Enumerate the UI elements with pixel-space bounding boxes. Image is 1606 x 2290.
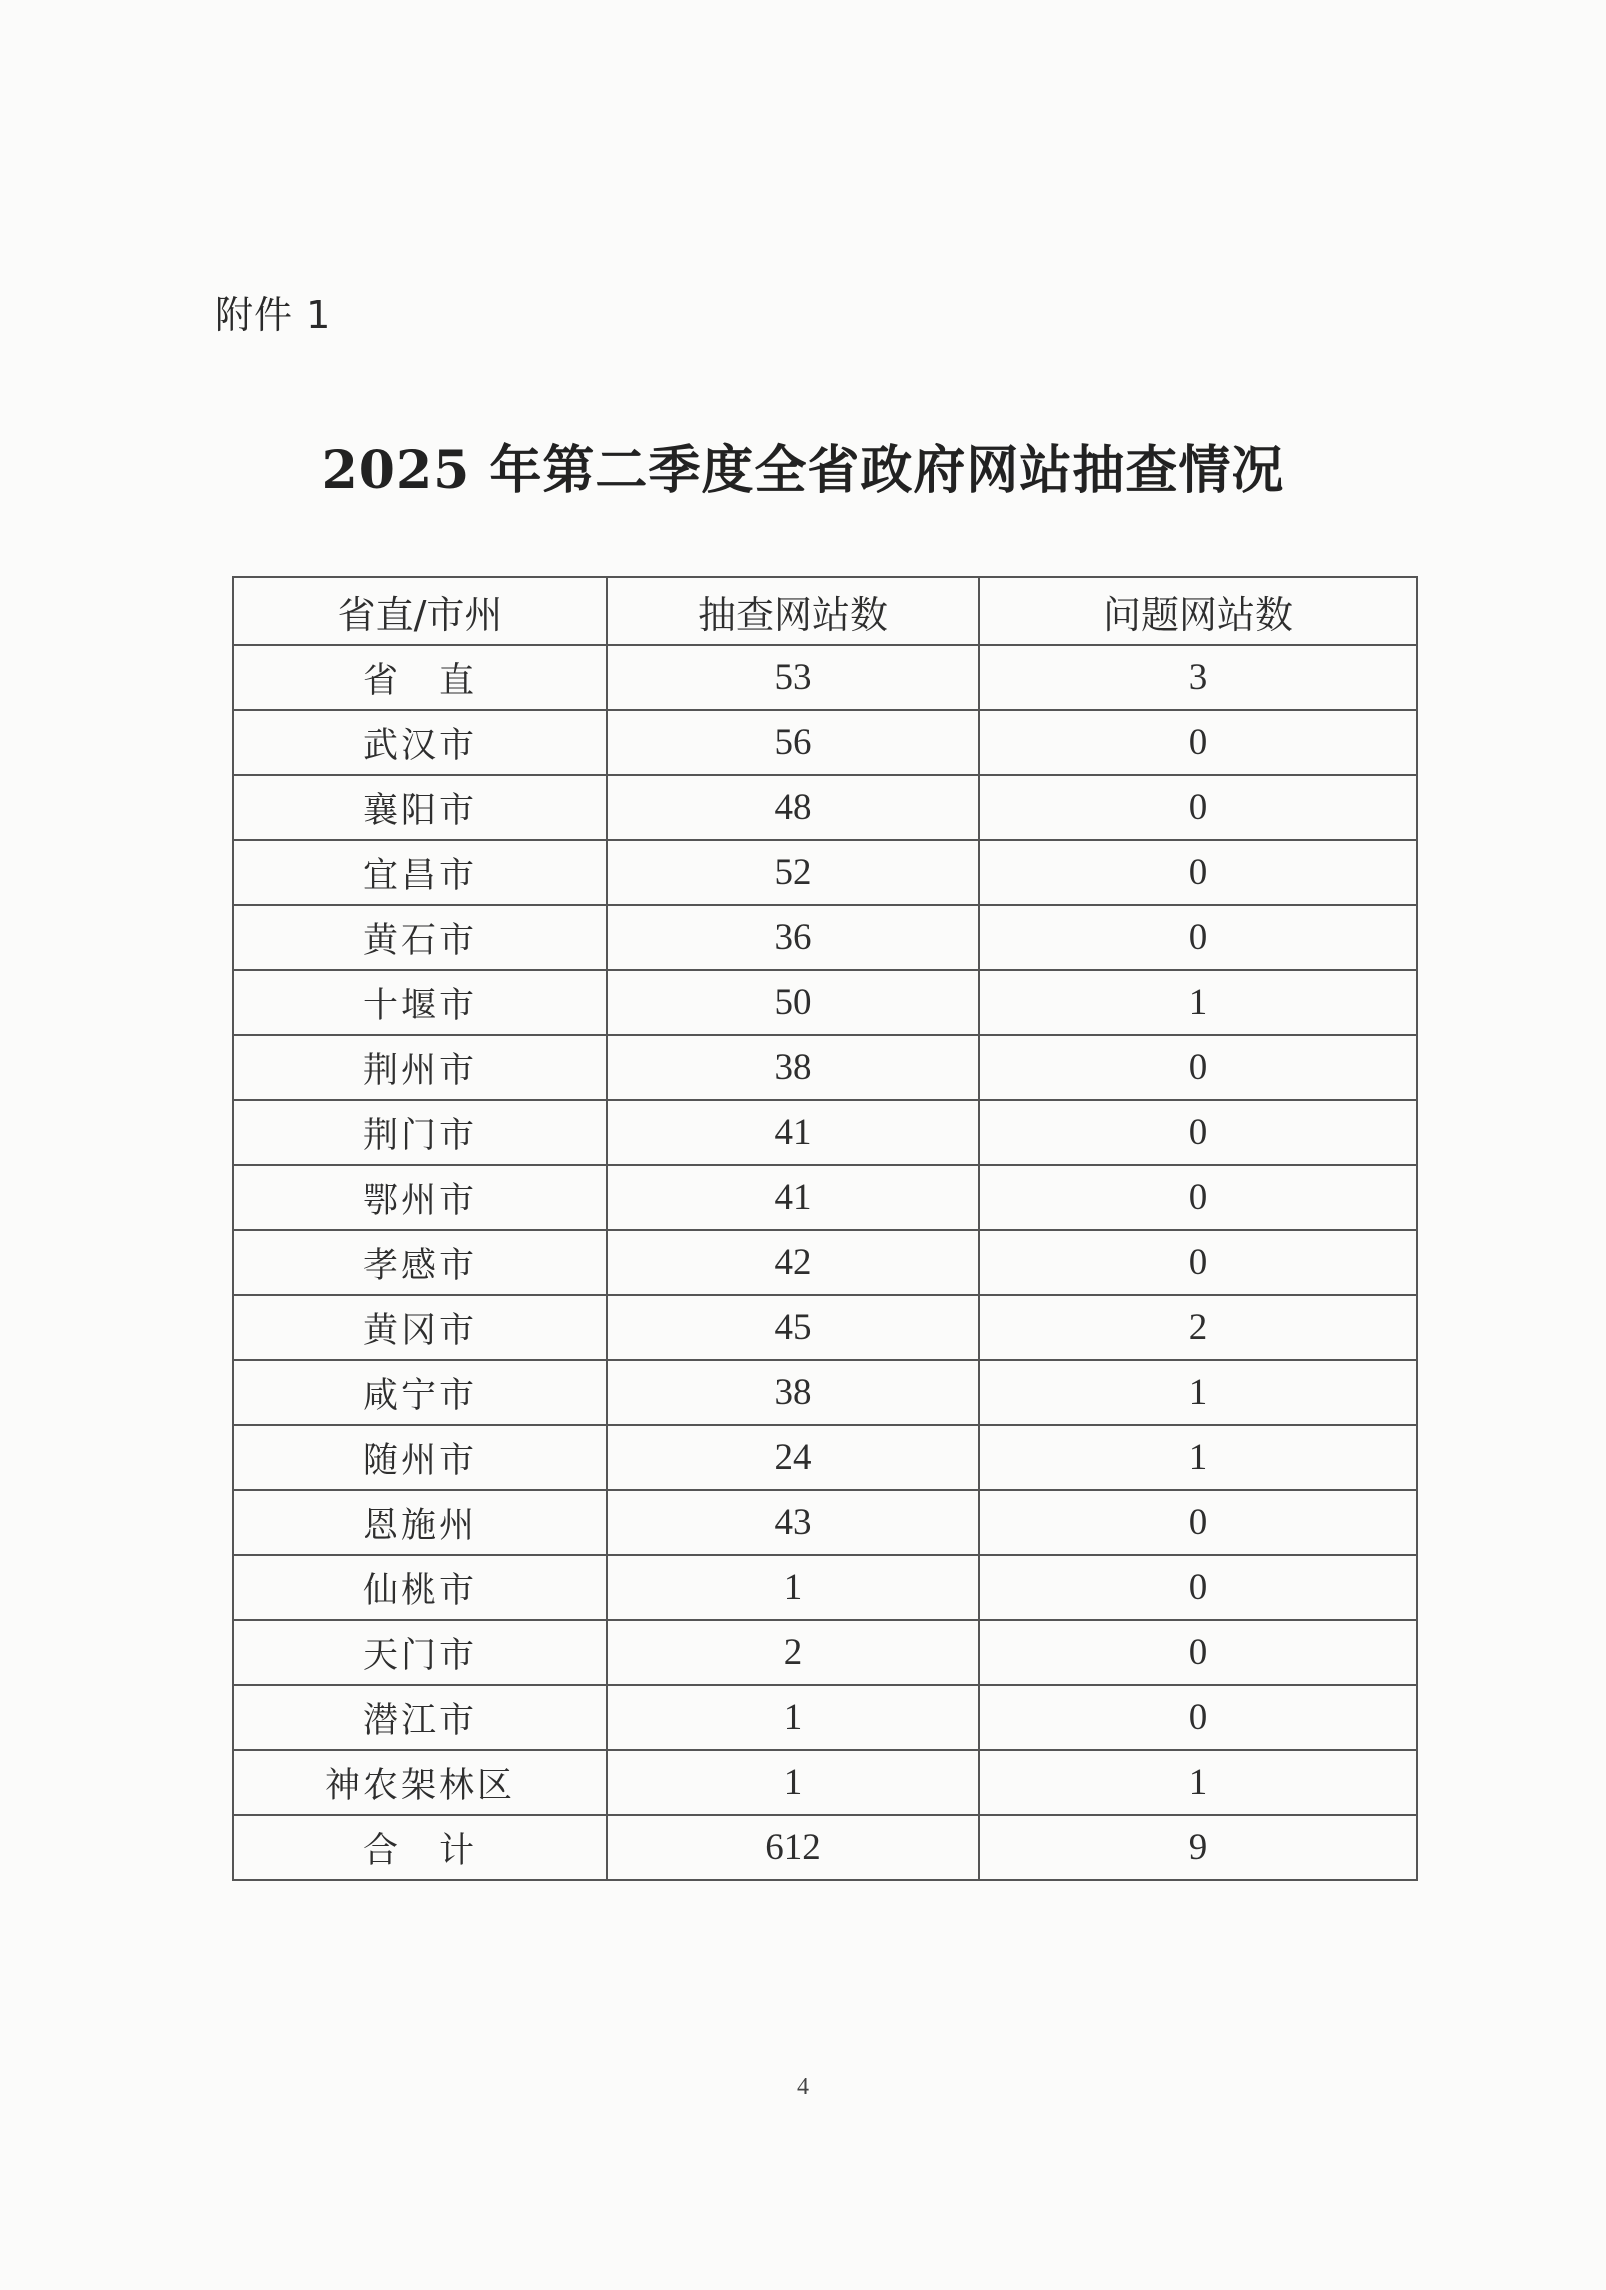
checked-cell: 38 [607,1360,979,1425]
checked-cell: 42 [607,1230,979,1295]
region-cell: 黄冈市 [233,1295,607,1360]
problem-cell: 0 [979,1230,1417,1295]
region-cell: 襄阳市 [233,775,607,840]
region-cell: 潜江市 [233,1685,607,1750]
page-number: 4 [797,2074,809,2100]
checked-cell: 36 [607,905,979,970]
checked-cell: 41 [607,1100,979,1165]
table-row [233,1490,1417,1555]
checked-cell: 24 [607,1425,979,1490]
region-cell: 武汉市 [233,710,607,775]
table-row [233,1100,1417,1165]
table-row [233,840,1417,905]
problem-cell: 1 [979,970,1417,1035]
table-row [233,775,1417,840]
problem-cell: 0 [979,905,1417,970]
table-row [233,1685,1417,1750]
region-cell: 仙桃市 [233,1555,607,1620]
region-cell: 黄石市 [233,905,607,970]
checked-cell: 56 [607,710,979,775]
checked-cell: 52 [607,840,979,905]
table-row [233,905,1417,970]
problem-cell: 0 [979,1165,1417,1230]
region-cell: 孝感市 [233,1230,607,1295]
total-label-cell: 合 计 [233,1815,607,1880]
table-header-row [233,577,1417,645]
region-cell: 天门市 [233,1620,607,1685]
attachment-label: 附件 1 [215,293,332,337]
problem-cell: 0 [979,840,1417,905]
region-cell: 宜昌市 [233,840,607,905]
page-title: 2025 年第二季度全省政府网站抽查情况 [321,440,1285,501]
problem-cell: 0 [979,1100,1417,1165]
region-cell: 随州市 [233,1425,607,1490]
header-checked-count: 抽查网站数 [607,577,979,645]
table-row [233,1555,1417,1620]
table-row [233,1035,1417,1100]
inspection-table [232,576,1418,1881]
table-row [233,710,1417,775]
table-row [233,1295,1417,1360]
header-problem-count: 问题网站数 [979,577,1417,645]
region-cell: 荆门市 [233,1100,607,1165]
region-cell: 省 直 [233,645,607,710]
checked-cell: 43 [607,1490,979,1555]
region-cell: 十堰市 [233,970,607,1035]
table-row [233,1425,1417,1490]
problem-cell: 0 [979,1555,1417,1620]
problem-cell: 0 [979,1620,1417,1685]
table-total-row [233,1815,1417,1880]
problem-cell: 0 [979,1685,1417,1750]
total-checked-cell: 612 [607,1815,979,1880]
table-row [233,1620,1417,1685]
region-cell: 咸宁市 [233,1360,607,1425]
problem-cell: 1 [979,1750,1417,1815]
table-row [233,970,1417,1035]
problem-cell: 0 [979,710,1417,775]
problem-cell: 3 [979,645,1417,710]
table-row [233,1165,1417,1230]
region-cell: 荆州市 [233,1035,607,1100]
region-cell: 恩施州 [233,1490,607,1555]
checked-cell: 41 [607,1165,979,1230]
table-row [233,645,1417,710]
checked-cell: 45 [607,1295,979,1360]
checked-cell: 2 [607,1620,979,1685]
total-problem-cell: 9 [979,1815,1417,1880]
checked-cell: 53 [607,645,979,710]
header-region: 省直/市州 [233,577,607,645]
checked-cell: 1 [607,1750,979,1815]
table-row [233,1750,1417,1815]
problem-cell: 0 [979,775,1417,840]
table-row [233,1360,1417,1425]
region-cell: 神农架林区 [233,1750,607,1815]
region-cell: 鄂州市 [233,1165,607,1230]
checked-cell: 48 [607,775,979,840]
checked-cell: 1 [607,1555,979,1620]
problem-cell: 2 [979,1295,1417,1360]
checked-cell: 38 [607,1035,979,1100]
table-row [233,1230,1417,1295]
problem-cell: 1 [979,1425,1417,1490]
problem-cell: 0 [979,1035,1417,1100]
checked-cell: 1 [607,1685,979,1750]
checked-cell: 50 [607,970,979,1035]
problem-cell: 1 [979,1360,1417,1425]
problem-cell: 0 [979,1490,1417,1555]
